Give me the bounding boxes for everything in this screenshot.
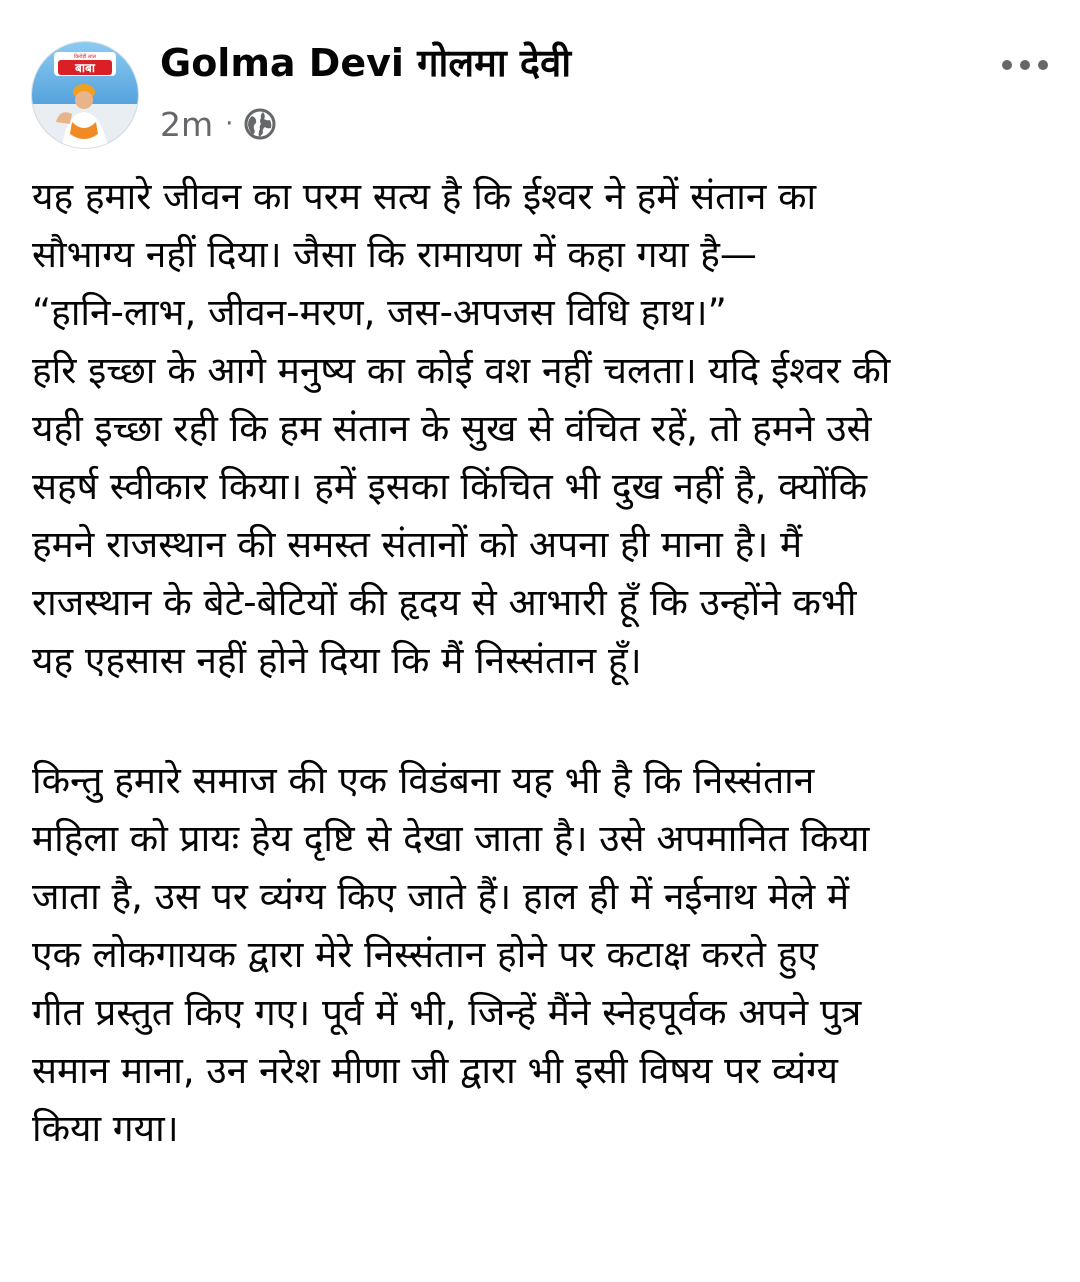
more-dot (1038, 60, 1048, 70)
avatar[interactable] (32, 42, 138, 148)
post-line: एक लोकगायक द्वारा मेरे निस्संतान होने पर कटाक्ष करते हुए (32, 933, 818, 976)
post-line: गीत प्रस्तुत किए गए। पूर्व में भी, जिन्हें मैंने स्नेहपूर्वक अपने पुत्र (32, 991, 862, 1034)
post-meta (160, 102, 277, 146)
author-name[interactable]: Golma Devi गोलमा देवी (160, 41, 572, 85)
post-line: समान माना, उन नरेश मीणा जी द्वारा भी इसी विषय पर व्यंग्य (32, 1049, 838, 1092)
globe-icon[interactable] (243, 107, 277, 141)
post-text (32, 168, 1062, 1158)
more-dot (1020, 60, 1030, 70)
post-line: सहर्ष स्वीकार किया। हमें इसका किंचित भी दुख नहीं है, क्योंकि (32, 465, 868, 508)
post-line: सौभाग्य नहीं दिया। जैसा कि रामायण में कहा गया है— (32, 233, 757, 276)
post-line: हरि इच्छा के आगे मनुष्य का कोई वश नहीं चलता। यदि ईश्वर की (32, 349, 891, 392)
post-line: जाता है, उस पर व्यंग्य किए जाते हैं। हाल ही में नईनाथ मेले में (32, 875, 850, 918)
post-line: किया गया। (32, 1107, 179, 1150)
post-paragraph-1 (32, 168, 1062, 690)
paragraph-gap (32, 690, 1062, 752)
post-line: यही इच्छा रही कि हम संतान के सुख से वंचित रहें, तो हमने उसे (32, 407, 872, 450)
post-line: यह हमारे जीवन का परम सत्य है कि ईश्वर ने हमें संतान का (32, 175, 817, 218)
post-header (0, 0, 1080, 160)
avatar-image (32, 42, 138, 148)
post-line: महिला को प्रायः हेय दृष्टि से देखा जाता है। उसे अपमानित किया (32, 817, 870, 860)
avatar-logo-text: बाबा (75, 61, 95, 75)
more-options-icon[interactable] (990, 48, 1060, 82)
meta-separator: · (225, 109, 234, 139)
post-line: “हानि-लाभ, जीवन-मरण, जस-अपजस विधि हाथ।” (32, 291, 727, 334)
avatar-logo-caption: किरोड़ी लाल (73, 54, 97, 60)
post-time[interactable]: 2m (160, 104, 214, 144)
post-line: यह एहसास नहीं होने दिया कि मैं निस्संतान हूँ। (32, 639, 642, 682)
more-dot (1002, 60, 1012, 70)
post-line: राजस्थान के बेटे-बेटियों की हृदय से आभारी हूँ कि उन्होंने कभी (32, 581, 857, 624)
post-line: किन्तु हमारे समाज की एक विडंबना यह भी है कि निस्संतान (32, 759, 815, 802)
post-line: हमने राजस्थान की समस्त संतानों को अपना ही माना है। मैं (32, 523, 803, 566)
post-paragraph-2 (32, 752, 1062, 1158)
